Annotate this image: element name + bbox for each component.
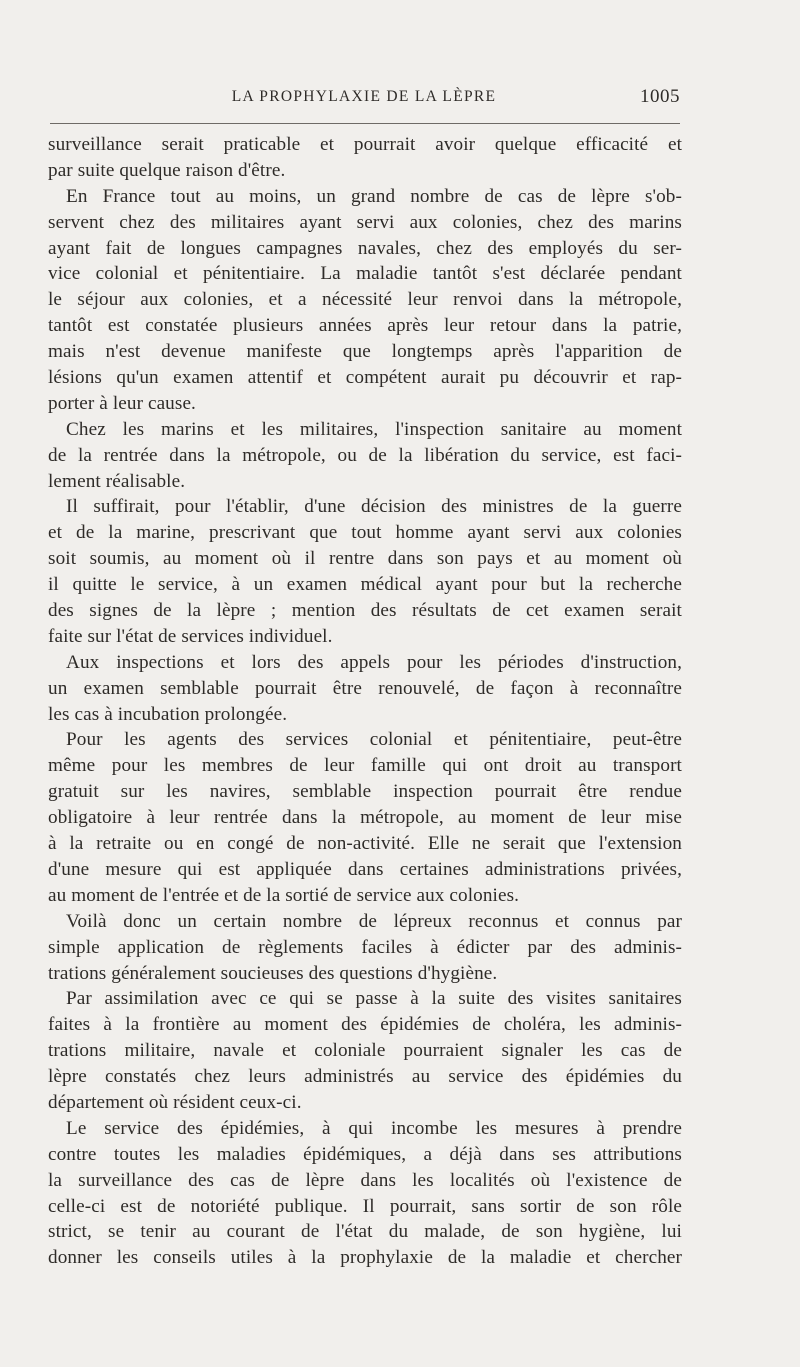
text-line: Pour les agents des services colonial et pénitentiaire, peut-être bbox=[66, 729, 682, 751]
text-line: trations généralement soucieuses des questions d'hygiène. bbox=[48, 962, 498, 984]
paragraph bbox=[48, 417, 682, 495]
text-line: soit soumis, au moment où il rentre dans son pays et au moment où bbox=[48, 548, 682, 570]
paragraph bbox=[48, 650, 682, 728]
text-line: gratuit sur les navires, semblable inspection pourrait être rendue bbox=[48, 781, 682, 803]
running-head bbox=[48, 86, 680, 110]
text-line: Il suffirait, pour l'établir, d'une décision des ministres de la guerre bbox=[66, 496, 682, 518]
body-text bbox=[48, 132, 682, 1271]
text-line: lement réalisable. bbox=[48, 470, 186, 492]
text-line: servent chez des militaires ayant servi aux colonies, chez des marins bbox=[48, 211, 682, 233]
text-line: à la retraite ou en congé de non-activité. Elle ne serait que l'extension bbox=[48, 833, 682, 855]
text-line: faite sur l'état de services individuel. bbox=[48, 625, 333, 647]
text-line: celle-ci est de notoriété publique. Il pourrait, sans sortir de son rôle bbox=[48, 1195, 682, 1217]
text-line: par suite quelque raison d'être. bbox=[48, 159, 286, 181]
text-line: mais n'est devenue manifeste que longtemps après l'apparition de bbox=[48, 341, 682, 363]
text-line: En France tout au moins, un grand nombre de cas de lèpre s'ob- bbox=[66, 185, 682, 207]
text-line: faites à la frontière au moment des épidémies de choléra, les adminis- bbox=[48, 1014, 682, 1036]
text-line: d'une mesure qui est appliquée dans certaines administrations privées, bbox=[48, 858, 682, 880]
text-line: un examen semblable pourrait être renouvelé, de façon à reconnaître bbox=[48, 677, 682, 699]
text-line: porter à leur cause. bbox=[48, 392, 196, 414]
paragraph bbox=[48, 1116, 682, 1271]
paragraph bbox=[48, 132, 682, 184]
text-line: trations militaire, navale et coloniale pourraient signaler les cas de bbox=[48, 1040, 682, 1062]
text-line: et de la marine, prescrivant que tout homme ayant servi aux colonies bbox=[48, 522, 682, 544]
text-line: il quitte le service, à un examen médical ayant pour but la recherche bbox=[48, 574, 682, 596]
header-rule bbox=[50, 123, 680, 124]
text-line: même pour les membres de leur famille qui ont droit au transport bbox=[48, 755, 682, 777]
text-line: de la rentrée dans la métropole, ou de la libération du service, est faci- bbox=[48, 444, 682, 466]
text-line: département où résident ceux-ci. bbox=[48, 1091, 302, 1113]
text-line: simple application de règlements faciles à édicter par des adminis- bbox=[48, 936, 682, 958]
text-line: lésions qu'un examen attentif et compétent aurait pu découvrir et rap- bbox=[48, 367, 682, 389]
paragraph bbox=[48, 986, 682, 1115]
text-line: Par assimilation avec ce qui se passe à la suite des visites sanitaires bbox=[66, 988, 682, 1010]
paragraph bbox=[48, 494, 682, 649]
paragraph bbox=[48, 909, 682, 987]
text-line: des signes de la lèpre ; mention des résultats de cet examen serait bbox=[48, 600, 682, 622]
running-title: LA PROPHYLAXIE DE LA LÈPRE bbox=[231, 88, 497, 105]
text-line: Aux inspections et lors des appels pour les périodes d'instruction, bbox=[66, 651, 682, 673]
text-line: strict, se tenir au courant de l'état du malade, de son hygiène, lui bbox=[48, 1221, 682, 1243]
paragraph bbox=[48, 184, 682, 417]
text-line: Voilà donc un certain nombre de lépreux reconnus et connus par bbox=[66, 910, 682, 932]
text-line: Le service des épidémies, à qui incombe les mesures à prendre bbox=[66, 1117, 682, 1139]
text-line: le séjour aux colonies, et a nécessité leur renvoi dans la métropole, bbox=[48, 289, 682, 311]
text-line: la surveillance des cas de lèpre dans les localités où l'existence de bbox=[48, 1169, 682, 1191]
text-line: tantôt est constatée plusieurs années après leur retour dans la patrie, bbox=[48, 315, 682, 337]
text-line: obligatoire à leur rentrée dans la métropole, au moment de leur mise bbox=[48, 807, 682, 829]
text-line: Chez les marins et les militaires, l'inspection sanitaire au moment bbox=[66, 418, 682, 440]
text-line: vice colonial et pénitentiaire. La maladie tantôt s'est déclarée pendant bbox=[48, 263, 682, 285]
paragraph bbox=[48, 727, 682, 908]
text-line: contre toutes les maladies épidémiques, a déjà dans ses attributions bbox=[48, 1143, 682, 1165]
text-line: les cas à incubation prolongée. bbox=[48, 703, 288, 725]
text-line: ayant fait de longues campagnes navales, chez des employés du ser- bbox=[48, 237, 682, 259]
page-number: 1005 bbox=[640, 86, 680, 107]
text-line: au moment de l'entrée et de la sortié de service aux colonies. bbox=[48, 884, 520, 906]
text-line: surveillance serait praticable et pourrait avoir quelque efficacité et bbox=[48, 134, 682, 155]
text-line: lèpre constatés chez leurs administrés au service des épidémies du bbox=[48, 1066, 682, 1088]
text-line: donner les conseils utiles à la prophylaxie de la maladie et chercher bbox=[48, 1247, 682, 1269]
